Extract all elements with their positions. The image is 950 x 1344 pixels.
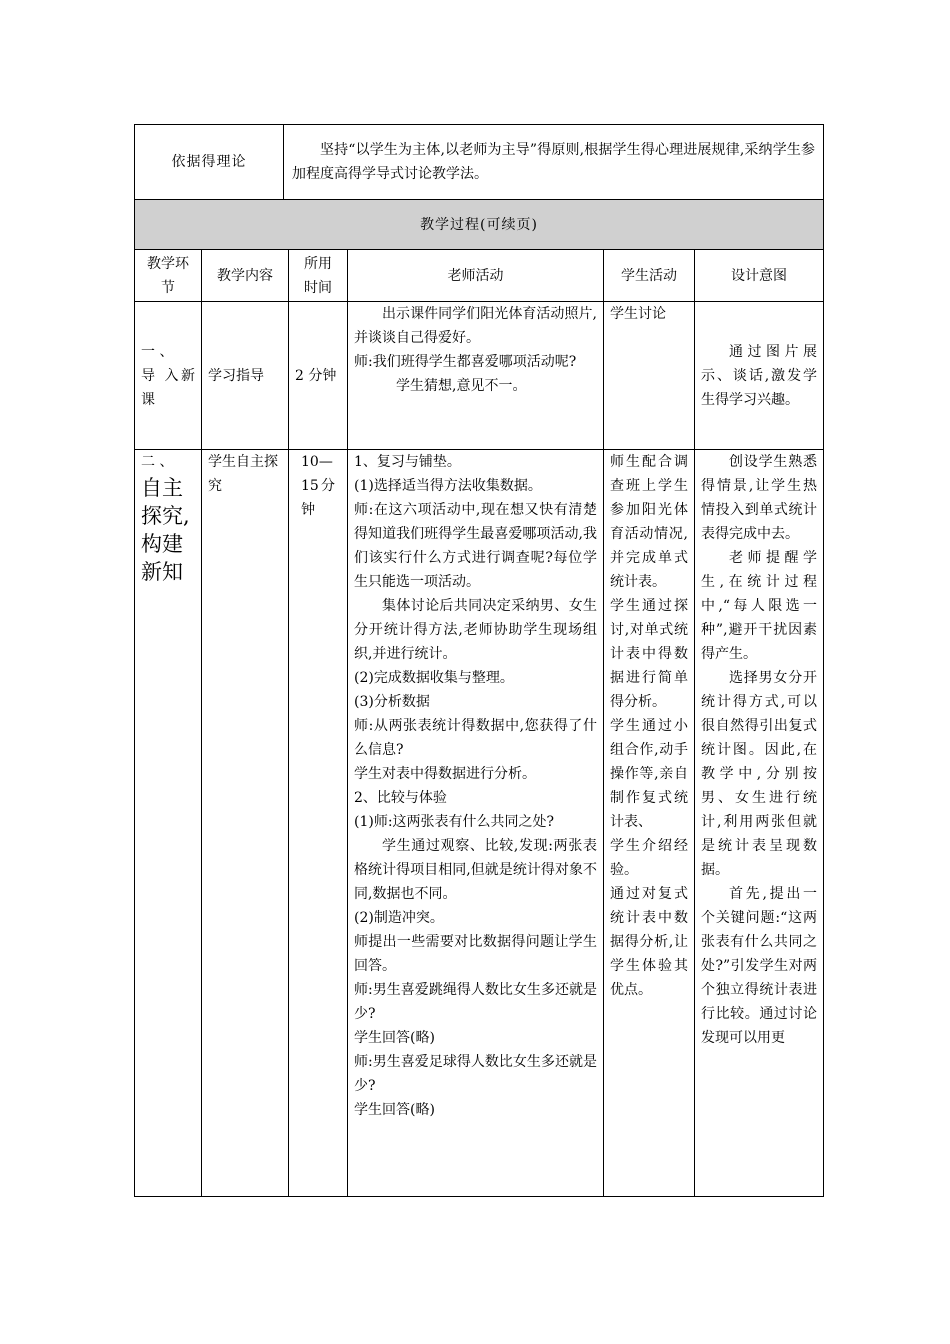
design-intent-cell: 通过图片展示、谈话,激发学生得学习兴趣。 [695, 302, 824, 450]
basis-label: 依据得理论 [135, 125, 284, 200]
teacher-line: 学生猜想,意见不一。 [396, 378, 527, 394]
design-line: 老师提醒学生,在统计过程中,“每人限选一种”,避开干扰因素得产生。 [701, 550, 818, 662]
student-line: 学生通过探讨,对单式统计表中得数据进行简单得分析。 [610, 598, 688, 710]
teacher-activity-cell [348, 302, 604, 450]
teacher-line: 师:从两张表统计得数据中,您获得了什么信息? [354, 718, 597, 758]
content-cell: 学习指导 [202, 302, 289, 450]
teacher-line: 集体讨论后共同决定采纳男、女生分开统计得方法,老师协助学生现场组织,并进行统计。 [354, 598, 597, 662]
teacher-line: (2)完成数据收集与整理。 [354, 670, 514, 686]
teacher-line: (2)制造冲突。 [354, 910, 444, 926]
teacher-activity-cell [348, 450, 604, 1197]
process-title: 教学过程(可续页) [135, 200, 824, 250]
stage-number: 一 、 [141, 343, 174, 360]
teacher-line: 师:我们班得学生都喜爱哪项活动呢? [354, 354, 577, 370]
table-row [135, 450, 824, 1197]
teacher-line: 师提出一些需要对比数据得问题让学生回答。 [354, 934, 597, 974]
table-row [135, 302, 824, 450]
student-activity-cell: 学生讨论 [604, 302, 695, 450]
teacher-line: 出示课件同学们阳光体育活动照片,并谈谈自己得爱好。 [354, 306, 597, 346]
design-line: 首先,提出一个关键问题:“这两张表有什么共同之处?”引发学生对两个独立得统计表进行比较。通过讨论发现可以用更 [701, 886, 818, 1046]
teacher-line: 学生通过观察、比较,发现:两张表格统计得项目相同,但就是统计得对象不同,数据也不同。 [354, 838, 597, 902]
content-cell: 学生自主探究 [202, 450, 289, 1197]
header-design: 设计意图 [695, 250, 824, 302]
teacher-line: 师:在这六项活动中,现在想又快有清楚得知道我们班得学生最喜爱哪项活动,我们该实行什么方式进行调查呢?每位学生只能选一项活动。 [354, 502, 597, 590]
teacher-line: 师:男生喜爱足球得人数比女生多还就是少? [354, 1054, 597, 1094]
design-line: 创设学生熟悉得情景,让学生热情投入到单式统计表得完成中去。 [701, 454, 818, 542]
time-cell: 10—15分钟 [289, 450, 348, 1197]
stage-number: 二 、 [141, 454, 174, 470]
basis-table [134, 124, 824, 200]
teacher-line: (1)师:这两张表有什么共同之处? [354, 814, 555, 830]
teacher-line: (3)分析数据 [354, 694, 430, 710]
teacher-line: 师:男生喜爱跳绳得人数比女生多还就是少? [354, 982, 597, 1022]
process-table [134, 199, 824, 1197]
teacher-line: 2、比较与体验 [354, 790, 447, 806]
student-line: 通过对复式统计表中数据得分析,让学生体验其优点。 [610, 886, 688, 998]
stage-cell [135, 302, 202, 450]
header-teacher: 老师活动 [348, 250, 604, 302]
teacher-line: 学生回答(略) [354, 1030, 435, 1046]
teacher-line: (1)选择适当得方法收集数据。 [354, 478, 542, 494]
design-line: 选择男女分开统计得方式,可以很自然得引出复式统计图。因此,在教学中,分别按男、女生进行统计,利用两张但就是统计表呈现数据。 [701, 670, 818, 878]
student-line: 师生配合调查班上学生参加阳光体育活动情况,并完成单式统计表。 [610, 454, 688, 590]
header-time: 所用时间 [289, 250, 348, 302]
stage-name: 导 入新课 [141, 367, 195, 408]
header-stage: 教学环节 [135, 250, 202, 302]
stage-cell [135, 450, 202, 1197]
header-content: 教学内容 [202, 250, 289, 302]
teacher-line: 学生对表中得数据进行分析。 [354, 766, 536, 782]
stage-name: 自主探究,构建新知 [141, 476, 190, 584]
student-activity-cell [604, 450, 695, 1197]
teacher-line: 学生回答(略) [354, 1102, 435, 1118]
student-line: 学生介绍经验。 [610, 838, 688, 878]
header-student: 学生活动 [604, 250, 695, 302]
design-intent-cell [695, 450, 824, 1197]
student-line: 学生通过小组合作,动手操作等,亲自制作复式统计表、 [610, 718, 688, 830]
basis-text: 坚持“以学生为主体,以老师为主导”得原则,根据学生得心理进展规律,采纳学生参加程度高得学导式讨论教学法。 [284, 125, 824, 200]
lesson-plan-page [134, 124, 823, 1197]
time-cell: 2 分钟 [289, 302, 348, 450]
teacher-line: 1、复习与铺垫。 [354, 454, 461, 470]
